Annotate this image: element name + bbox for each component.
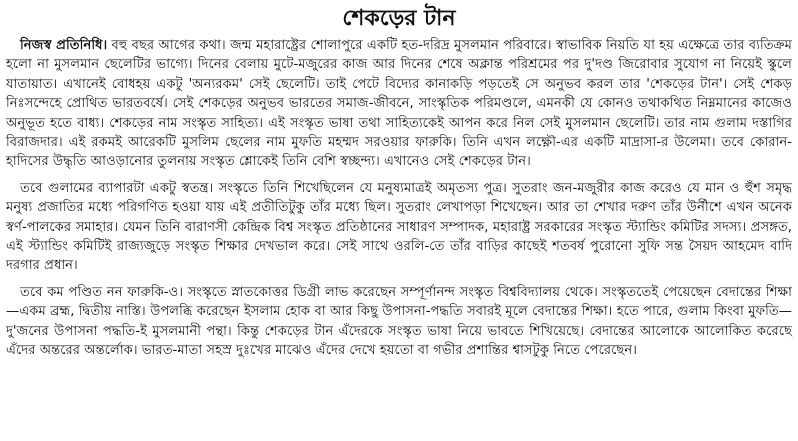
article-title: শেকড়ের টান <box>342 6 456 31</box>
paragraph-1 <box>6 36 792 172</box>
paragraph-1-text: বহু বছর আগের কথা। জন্ম মহারাষ্ট্রের শোলাপুরে একটি হত-দরিদ্র মুসলমান পরিবারে। স্বাভাবিক নিয়তি যা হয় এক্ষেত্রে তার ব্যতিক্রম হলো না মুসলমান ছেলেটির ভাগ্যে। দিনের বেলায় মুটে-মজুরের কাজ আর দিনের শেষে অক্লান্ত পরিশ্রমের পর দু'দণ্ড জিরোবার সুযোগ না নিয়েই স্কুলে যাতায়াত। এখানেই বোধহয় একটু 'অন্যরকম' সেই ছেলেটি। তাই পেটে বিদ্যের কানাকড়ি পড়তেই সে অনুভব করল তার 'শেকড়ের টান'। সেই শেকড় নিঃসন্দেহে প্রোথিত ভারতবর্ষে। সেই শেকড়ের অনুভব ভারতের সমাজ-জীবনে, সাংস্কৃতিক পরিমণ্ডলে, এমনকী যে কোনও তথাকথিত নিম্নমানের কাজেও অনুভূত হতে বাধ্য। শেকড়ের নাম সংস্কৃত সাহিত্য। এই সংস্কৃত ভাষা তথা সাহিত্যকেই আপন করে নিল সেই মুসলমান ছেলেটি। তার নাম গুলাম দস্তাগির বিরাজদার। এই রকমই আরেকটি মুসলিম ছেলের নাম মুফতি মহম্মদ সরওয়ার ফারুকি। তিনি এখন লক্ষ্ণৌ-এর একটি মাদ্রাসা-র উলেমা। তবে কোরান-হাদিসের উদ্ধৃতি আওড়ানোর তুলনায় সংস্কৃত শ্লোকেই তিনি বেশি স্বচ্ছন্দ্য। এখানেও সেই শেকড়ের টান। <box>6 38 792 170</box>
paragraph-3: তবে কম পণ্ডিত নন ফারুকি-ও। সংস্কৃতে স্নাতকোত্তর ডিগ্রী লাভ করেছেন সম্পূর্ণানন্দ সংস্কৃত বিশ্ববিদ্যালয় থেকে। সংস্কৃততেই পেয়েছেন বেদান্তের শিক্ষা—একম ব্রহ্ম, দ্বিতীয় নাস্তি। উপলব্ধি করেছেন ইসলাম হোক বা আর কিছু উপাসনা-পদ্ধতি সবারই মূলে বেদান্তের শিক্ষা। হতে পারে, গুলাম কিংবা মুফতি— দু'জনের উপাসনা পদ্ধতি-ই মুসলমানী পন্থা। কিন্তু শেকড়ের টান এঁদেরকে সংস্কৃত ভাষা নিয়ে ভাবতে শিখিয়েছে। বেদান্তের আলোকে আলোকিত করেছে এঁদের অন্তরের অন্তর্লোক। ভারত-মাতা সহস্র দুঃখের মাঝেও এঁদের দেখে হয়তো বা গভীর প্রশান্তির শ্বাসটুকু নিতে পেরেছেন। <box>6 284 792 359</box>
byline: নিজস্ব প্রতিনিধি। <box>20 38 108 53</box>
paragraph-2: তবে গুলামের ব্যাপারটা একটু স্বতন্ত্র। সংস্কৃতে তিনি শিখেছিলেন যে মনুষ্যমাত্রই অমৃতস্য পুত্র। সুতরাং জন-মজুরীর কাজ করেও যে মান ও হুঁশ সমৃদ্ধ মনুষ্য প্রজাতির মধ্যে পরিগণিত হওয়া যায় এই প্রতীতিটুকু তাঁর মধ্যে ছিল। সুতরাং লেখাপড়া শিখেছেন। আর তা শেখার দরুণ তাঁর উর্নীশে এখন অনেক স্বর্ণ-পালকের সমাহার। যেমন তিনি বারাণসী কেন্দ্রিক বিশ্ব সংস্কৃত প্রতিষ্ঠানের সাধারণ সম্পাদক, মহারাষ্ট্র সরকারের সংস্কৃত স্ট্যান্ডিং কমিটির সদস্য। প্রসঙ্গত, এই স্ট্যান্ডিং কমিটিই রাজ্যজুড়ে সংস্কৃত শিক্ষার দেখভাল করে। সেই সাথে ওরলি-তে তাঁর বাড়ির কাছেই শতবর্ষ পুরোনো সুফি সন্ত সৈয়দ আহমেদ বাদি দরগার প্রধান। <box>6 180 792 274</box>
